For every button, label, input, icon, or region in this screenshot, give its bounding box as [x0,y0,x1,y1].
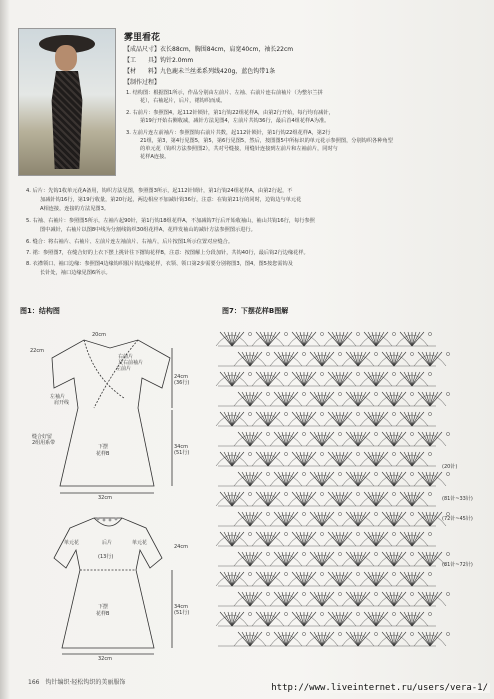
chart-fan-stitch [270,432,302,446]
chart-picot [410,352,413,355]
chart-fan-stitch [270,392,302,406]
step-4c: A相连接，连接的方法见图3。 [40,206,110,212]
chart-fan-stitch [342,592,374,606]
chart-fan-stitch [396,452,428,466]
chart-fan-stitch [378,432,410,446]
chart-fan-stitch [234,552,266,566]
chart-picot [338,392,341,395]
chart-fan-stitch [252,372,284,386]
chart-fan-stitch [288,452,320,466]
chart-picot [374,592,377,595]
chart-picot [446,632,449,635]
chart-picot [410,512,413,515]
chart-fan-stitch [378,472,410,486]
chart-picot [392,532,395,535]
chart-fan-stitch [378,512,410,526]
label-left-front: 左前片 [116,366,132,372]
chart-fan-stitch [324,572,356,586]
lower-garment-outline [54,518,162,648]
step-1: 1. 结构图：根据图1所示，作品分别由左前片、左袖、右前片连右前袖片（为整尔兰拼 [126,90,323,96]
chart-fan-stitch [288,372,320,386]
step-3c: 的单元花（钩织方法参照图2），共对号缝接，用缝针连接到左前片和左袖前片，同时与 [140,146,338,152]
chart-picot [248,412,251,415]
chart-picot [320,332,323,335]
chart-fan-stitch [414,432,446,446]
label-height-2: 34cm [174,444,188,450]
label-sew: 缝合好留 [32,434,53,440]
chart-picot [392,332,395,335]
chart-fan-stitch [288,572,320,586]
chart-fan-stitch [252,492,284,506]
label-back: 后片 [102,540,113,546]
label-back-pattern: 花样B [96,611,110,617]
chart-picot [248,372,251,375]
chart-fan-stitch [306,352,338,366]
chart-picot [302,392,305,395]
chart-picot [374,432,377,435]
step-3b: 21组，第3，第4行见图5，第5，第6行见图5，然后，按图图5中所标识的单元花示参照图，分别钩织各种角型 [140,138,393,144]
chart-picot [248,572,251,575]
chart-picot [392,572,395,575]
chart-picot [410,432,413,435]
chart-picot [266,632,269,635]
chart-picot [338,432,341,435]
photo-head [55,45,77,71]
label-right-front-sleeve: 及右前袖片 [118,360,144,366]
chart-fan-stitch [360,372,392,386]
chart-fan-stitch [378,592,410,606]
chart-fan-stitch [396,532,428,546]
chart-picot [248,492,251,495]
chart-fan-stitch [396,372,428,386]
step-6: 6. 缝合：将右袖片、右袖片、左前片连左袖前片、右袖片，后片按图1所示位置对应缝合。 [26,239,234,245]
chart-picot [446,552,449,555]
chart-fan-stitch [360,452,392,466]
chart-fan-stitch [252,412,284,426]
chart-fan-stitch [396,412,428,426]
chart-picot [356,572,359,575]
chart-fan-stitch [306,432,338,446]
chart-fan-stitch [306,512,338,526]
chart-fan-stitch [306,552,338,566]
chart-fan-stitch [288,332,320,346]
chart-fan-stitch [324,612,356,626]
pattern-title: 雾里看花 [124,33,161,43]
figure-7-label: 图7：下摆花样B图解 [222,307,289,315]
step-5b: 图中减针，右袖片以图8中线为分割线钩织30组花样A，花样发袖山的减针方法参照图示进行。 [40,227,256,233]
chart-picot [428,412,431,415]
chart-picot [266,552,269,555]
label-sleeve: 22cm [30,348,44,354]
label-cm-24: 24cm [174,544,188,550]
label-rows-1: (36行) [174,380,190,386]
chart-picot [302,352,305,355]
label-tie: 2组用系带 [32,440,56,446]
step-1b: 花），右袖起片，后片，裙钩织而成。 [140,98,226,104]
chart-picot [392,612,395,615]
chart-picot [446,592,449,595]
chart-fan-stitch [414,472,446,486]
chart-fan-stitch [378,632,410,646]
chart-note: (81针~72针) [442,562,473,568]
chart-picot [392,372,395,375]
chart-fan-stitch [342,432,374,446]
chart-fan-stitch [324,452,356,466]
chart-picot [410,392,413,395]
chart-picot [392,492,395,495]
chart-picot [428,572,431,575]
model-photo [18,28,116,176]
label-motif-c: 单元花 [132,540,148,546]
chart-fan-stitch [252,532,284,546]
label-pattern-b: 花样B [96,451,110,457]
chart-picot [302,552,305,555]
watermark-url: http://www.liveinternet.ru/users/vera-1/ [271,683,488,693]
chart-picot [410,552,413,555]
step-4: 4. 后片：先钩1枚单元花A备用，钩织方法见图，参照图3所示，起112针锁针，第1行钩24组花样A，由第2行起，不 [26,188,293,194]
chart-picot [428,532,431,535]
chart-fan-stitch [288,612,320,626]
chart-fan-stitch [270,512,302,526]
structure-diagram [14,318,200,663]
chart-picot [284,572,287,575]
chart-fan-stitch [234,472,266,486]
chart-fan-stitch [324,412,356,426]
chart-fan-stitch [324,332,356,346]
chart-picot [356,412,359,415]
chart-fan-stitch [270,592,302,606]
chart-note: (81针~33针) [442,496,473,502]
step-2b: 第19行开始右侧收减，减针方法见图4，左前片共钩36行，最后首4组花样A为准。 [140,118,330,124]
chart-picot [320,452,323,455]
chart-fan-stitch [342,472,374,486]
chart-picot [266,432,269,435]
chart-picot [320,372,323,375]
chart-fan-stitch [216,372,248,386]
step-5: 5. 右袖、右袖片：参照图5所示，左袖片起90针，第1行钩18组花样A，不加减钩7行后开始收袖山，袖山共钩16行，每行参照 [26,218,315,224]
label-width-2: 32cm [98,656,112,662]
chart-picot [266,472,269,475]
label-motif-a: 单元花 [64,540,80,546]
chart-picot [356,452,359,455]
chart-picot [428,332,431,335]
chart-fan-stitch [288,492,320,506]
chart-fan-stitch [342,392,374,406]
chart-fan-stitch [360,612,392,626]
label-back-skirt: 下摆 [98,604,109,610]
chart-picot [320,412,323,415]
chart-picot [338,592,341,595]
chart-picot [302,472,305,475]
chart-picot [284,412,287,415]
chart-fan-stitch [234,632,266,646]
chart-fan-stitch [216,412,248,426]
chart-picot [374,472,377,475]
chart-fan-stitch [342,552,374,566]
chart-picot [302,592,305,595]
chart-picot [284,492,287,495]
chart-picot [446,352,449,355]
chart-picot [356,492,359,495]
chart-picot [320,572,323,575]
chart-picot [320,492,323,495]
spec-material: 【材 料】九色鹿未兰丝柔系列线420g，蓝色钩带1条 [124,68,276,75]
chart-fan-stitch [306,472,338,486]
chart-picot [374,352,377,355]
chart-picot [248,452,251,455]
chart-picot [266,512,269,515]
chart-fan-stitch [360,532,392,546]
label-cm-34: 34cm [174,604,188,610]
upper-garment-outline [52,340,170,486]
chart-picot [266,392,269,395]
chart-picot [338,632,341,635]
chart-picot [446,432,449,435]
chart-fan-stitch [306,592,338,606]
chart-picot [428,492,431,495]
chart-picot [248,612,251,615]
chart-picot [320,612,323,615]
chart-fan-stitch [288,412,320,426]
chart-fan-stitch [396,332,428,346]
chart-fan-stitch [216,612,248,626]
chart-fan-stitch [288,532,320,546]
chart-picot [266,352,269,355]
spec-size: 【成品尺寸】衣长88cm，胸围84cm，肩宽40cm，袖长22cm [124,46,294,53]
chart-picot [302,512,305,515]
chart-picot [374,632,377,635]
chart-picot [320,532,323,535]
chart-fan-stitch [414,632,446,646]
chart-fan-stitch [396,612,428,626]
chart-fan-stitch [234,392,266,406]
chart-picot [284,332,287,335]
chart-fan-stitch [252,572,284,586]
chart-picot [410,632,413,635]
chart-picot [302,632,305,635]
chart-fan-stitch [216,332,248,346]
chart-picot [284,372,287,375]
chart-fan-stitch [216,572,248,586]
chart-fan-stitch [396,572,428,586]
chart-picot [374,552,377,555]
step-7: 7. 裙：参照图7，在缝合好的上衣下摆上挑针往下撂钩花样B，注意：按图解上分段加针，共钩40行，最后钩2行边缘花样。 [26,250,309,256]
chart-fan-stitch [378,352,410,366]
chart-fan-stitch [270,552,302,566]
chart-fan-stitch [414,592,446,606]
chart-picot [374,392,377,395]
label-right-front: 右前片 [118,354,134,360]
chart-fan-stitch [324,532,356,546]
step-2: 2. 右前片：参照图4，起112针锁针，第1行钩22组花样A，由第2行开始，每行均有减针， [126,110,334,116]
chart-fan-stitch [324,492,356,506]
chart-fan-stitch [270,352,302,366]
label-height-1: 24cm [174,374,188,380]
chart-picot [374,512,377,515]
step-3d: 花样A连接。 [140,154,170,160]
chart-fan-stitch [234,352,266,366]
chart-fan-stitch [234,512,266,526]
chart-note: (72针~45针) [442,516,473,522]
chart-fan-stitch [360,332,392,346]
label-left-sleeve: 左袖片 [50,394,66,400]
chart-picot [428,372,431,375]
chart-picot [338,512,341,515]
step-8: 8. 衣襟领口、袖口边缘：参照图4边缘钩织服片钩边缘花样，衣领、领口第2步需要分别将图3，图4，图5按您需钩及 [26,261,293,267]
figure-1-label: 图1：结构图 [20,307,60,315]
chart-fan-stitch [342,512,374,526]
chart-fan-stitch [252,612,284,626]
chart-fan-stitch [306,632,338,646]
step-4b: 加减针钩16行，第19行收量，第20行起，两边相应不加减针钩36行，注意：在钩第21行的同时，边钩边与单元花 [40,197,302,203]
label-skirt: 下摆 [98,444,109,450]
chart-picot [428,612,431,615]
chart-picot [338,552,341,555]
chart-picot [356,612,359,615]
chart-fan-stitch [360,412,392,426]
chart-picot [446,392,449,395]
crochet-chart-b [210,318,480,663]
chart-fan-stitch [216,492,248,506]
photo-dress [45,71,89,169]
chart-picot [410,592,413,595]
chart-picot [248,332,251,335]
chart-picot [338,352,341,355]
chart-fan-stitch [216,532,248,546]
chart-picot [446,472,449,475]
chart-fan-stitch [378,552,410,566]
chart-picot [338,472,341,475]
label-neck: 20cm [92,332,106,338]
spec-tool: 【工 具】钩针2.0mm [124,57,194,64]
chart-picot [410,472,413,475]
label-rows-13: (13行) [98,554,114,560]
label-shoulder: 肩开线 [54,400,70,406]
chart-fan-stitch [414,352,446,366]
chart-fan-stitch [414,392,446,406]
chart-picot [428,452,431,455]
step-8b: 长针处，袖口边缘见图6所示。 [40,270,111,276]
chart-picot [284,452,287,455]
page-footer: 166 钩针编织·轻松钩织的美丽服饰 [28,679,126,686]
chart-picot [392,412,395,415]
spec-process: 【制作过程】 [124,79,161,86]
chart-fan-stitch [234,432,266,446]
chart-fan-stitch [378,392,410,406]
chart-fan-stitch [360,492,392,506]
chart-picot [266,592,269,595]
chart-fan-stitch [270,472,302,486]
chart-picot [356,332,359,335]
chart-fan-stitch [252,452,284,466]
chart-fan-stitch [342,632,374,646]
chart-fan-stitch [270,632,302,646]
chart-fan-stitch [360,572,392,586]
chart-picot [284,612,287,615]
chart-picot [356,372,359,375]
chart-fan-stitch [252,332,284,346]
chart-fan-stitch [324,372,356,386]
chart-fan-stitch [306,392,338,406]
chart-picot [284,532,287,535]
step-3: 3. 左前片连左前袖片：参照图钩右前片共数，起112针锁针，第1行钩22组花样A，第2行 [126,130,331,136]
chart-fan-stitch [342,352,374,366]
chart-picot [356,532,359,535]
label-rows-2: (51行) [174,450,190,456]
chart-picot [302,432,305,435]
chart-fan-stitch [396,492,428,506]
chart-fan-stitch [234,592,266,606]
chart-picot [392,452,395,455]
chart-picot [248,532,251,535]
label-rows-51: (51行) [174,610,190,616]
chart-note: (20针) [442,464,458,470]
chart-fan-stitch [216,452,248,466]
label-width-1: 32cm [98,495,112,501]
